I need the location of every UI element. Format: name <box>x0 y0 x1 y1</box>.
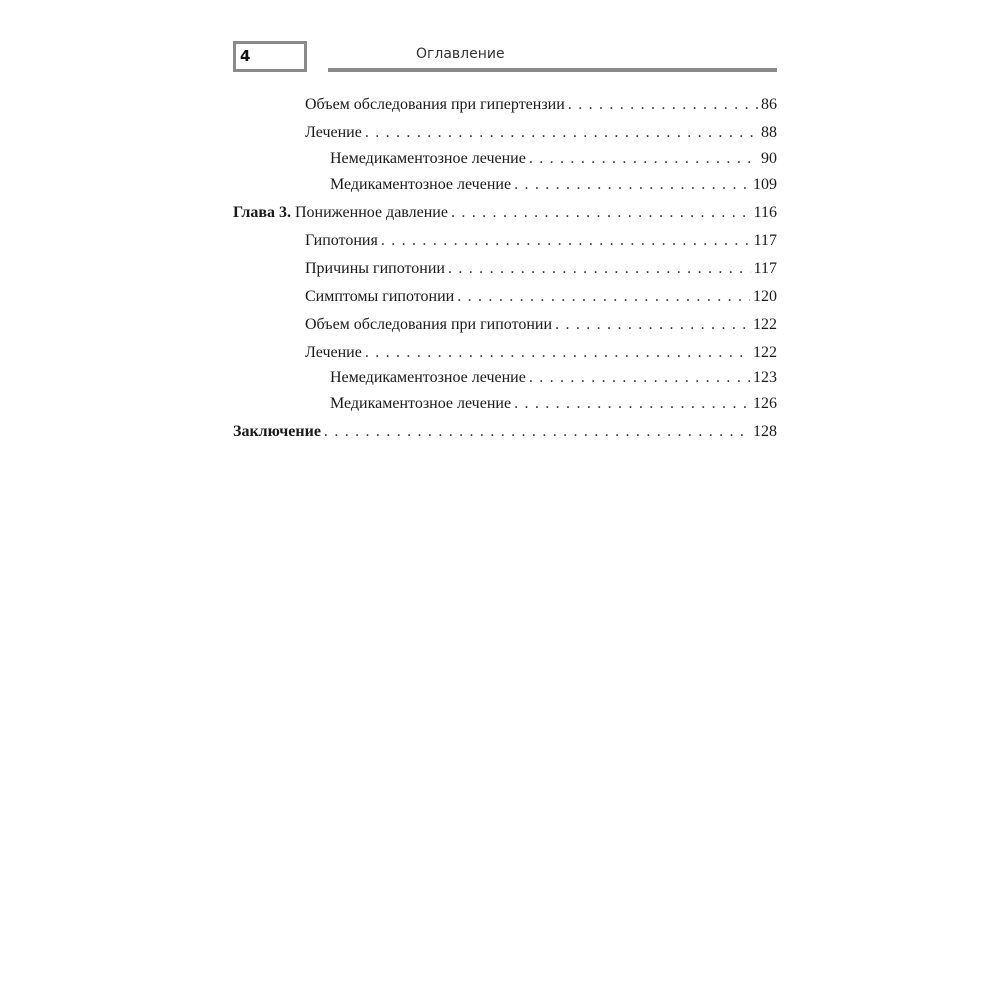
toc-dot-leader <box>529 148 758 170</box>
toc-entry[interactable] <box>305 94 777 116</box>
toc-page-number: 109 <box>753 176 777 193</box>
toc-entry-title: Лечение <box>305 124 362 141</box>
toc-entry-title: Причины гипотонии <box>305 260 445 277</box>
toc-entry[interactable] <box>305 314 777 336</box>
toc-entry-title: Объем обследования при гипотонии <box>305 316 553 333</box>
toc-page-number: 120 <box>753 288 777 305</box>
toc-dot-leader <box>568 94 758 116</box>
toc-entry[interactable] <box>305 230 777 252</box>
toc-entry-label <box>305 122 362 144</box>
toc-entry-label <box>330 367 526 389</box>
toc-entry-label <box>233 421 321 443</box>
toc-entry-prefix: Заключение <box>233 423 321 440</box>
toc-entry-title: Гипотония <box>305 232 378 249</box>
toc-page-number: 116 <box>753 204 777 221</box>
toc-entry[interactable] <box>305 286 777 308</box>
toc-page-number: 88 <box>761 124 777 141</box>
toc-entry-title: Пониженное давление <box>295 204 448 221</box>
toc-entry[interactable] <box>330 367 777 389</box>
toc-page-number: 117 <box>753 232 777 249</box>
toc-entry-label <box>233 202 448 224</box>
toc-dot-leader <box>381 230 751 252</box>
toc-entry[interactable] <box>330 393 777 415</box>
toc-dot-leader <box>555 314 750 336</box>
header-rule <box>328 68 777 72</box>
toc-page-number: 126 <box>753 395 777 412</box>
toc-page-number: 128 <box>753 423 777 440</box>
toc-entry[interactable] <box>305 122 777 144</box>
toc-page-number: 122 <box>753 344 777 361</box>
toc-entry-label <box>330 393 511 415</box>
toc-entry-label <box>305 230 378 252</box>
running-header-title: Оглавление <box>416 46 505 62</box>
toc-entry[interactable] <box>233 421 777 443</box>
toc-entry[interactable] <box>305 258 777 280</box>
toc-dot-leader <box>365 122 758 144</box>
toc-entry-label <box>305 94 565 116</box>
toc-dot-leader <box>365 342 750 364</box>
toc-entry-title: Немедикаментозное лечение <box>330 369 526 386</box>
toc-dot-leader <box>324 421 750 443</box>
toc-entry-label <box>305 258 445 280</box>
toc-entry-title: Лечение <box>305 344 362 361</box>
toc-dot-leader <box>529 367 750 389</box>
toc-entry-label <box>330 174 511 196</box>
toc-entry-title: Медикаментозное лечение <box>330 395 512 412</box>
toc-entry-title: Симптомы гипотонии <box>305 288 455 305</box>
toc-page-number: 86 <box>761 96 777 113</box>
toc-page-number: 117 <box>753 260 777 277</box>
toc-dot-leader <box>514 174 750 196</box>
toc-entry-title: Медикаментозное лечение <box>330 176 512 193</box>
toc-page-number: 123 <box>753 369 777 386</box>
toc-entry-label <box>305 314 552 336</box>
toc-dot-leader <box>457 286 750 308</box>
toc-entry-label <box>330 148 526 170</box>
toc-entry[interactable] <box>330 148 777 170</box>
toc-entry-prefix: Глава 3. <box>233 204 295 221</box>
page-number: 4 <box>233 41 307 72</box>
toc-entry-title: Немедикаментозное лечение <box>330 150 526 167</box>
toc-entry[interactable] <box>305 342 777 364</box>
toc-entry-label <box>305 286 454 308</box>
toc-entry-title: Объем обследования при гипертензии <box>305 96 565 113</box>
toc-dot-leader <box>451 202 751 224</box>
toc-page-number: 90 <box>761 150 777 167</box>
toc-entry[interactable] <box>330 174 777 196</box>
toc-entry[interactable] <box>233 202 777 224</box>
toc-page-number: 122 <box>753 316 777 333</box>
page-header <box>233 41 777 79</box>
toc-dot-leader <box>514 393 750 415</box>
toc-dot-leader <box>448 258 751 280</box>
toc-entry-label <box>305 342 362 364</box>
